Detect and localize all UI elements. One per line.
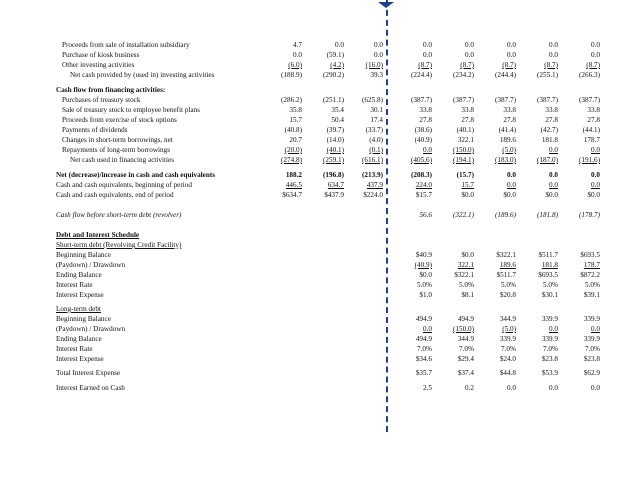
cell-value: (213.9): [362, 171, 383, 179]
cell-value: $0.0: [419, 271, 432, 279]
investing-row: [0, 61, 638, 70]
cell-value: $15.7: [415, 191, 432, 199]
long-term-debt-row: [0, 335, 638, 344]
cell-value: (255.1): [537, 71, 558, 79]
cell-value: (187.0): [537, 156, 558, 164]
row-label: Interest Expense: [56, 355, 104, 363]
cell-value: 7.0%: [417, 345, 432, 353]
cell-value: 5.0%: [543, 281, 558, 289]
row-label: (Paydown) / Drawdown: [56, 325, 126, 333]
investing-row: [0, 41, 638, 50]
cell-value: 33.8: [545, 106, 558, 114]
row-label: Changes in short-term borrowings, net: [62, 136, 173, 144]
cell-value: (387.7): [411, 96, 432, 104]
cell-value: 494.9: [415, 315, 432, 323]
cell-value: (39.7): [326, 126, 344, 134]
cell-value: (191.6): [579, 156, 600, 164]
cell-value: 181.8: [541, 261, 558, 269]
cell-value: 0.0: [591, 51, 600, 59]
financing-row: [0, 116, 638, 125]
cell-value: (387.7): [495, 96, 516, 104]
cell-value: $437.9: [324, 191, 344, 199]
cell-value: $37.4: [457, 369, 474, 377]
cell-value: 27.8: [503, 116, 516, 124]
cell-value: 0.0: [549, 171, 558, 179]
cell-value: (42.7): [540, 126, 558, 134]
row-label: Other investing activities: [62, 61, 135, 69]
row-label: (Paydown) / Drawdown: [56, 261, 126, 269]
cell-value: (5.0): [502, 325, 516, 333]
cell-value: 5.0%: [459, 281, 474, 289]
cell-value: 339.9: [541, 335, 558, 343]
cell-value: 0.0: [549, 146, 558, 154]
cash-row: [0, 191, 638, 200]
cell-value: (20.0): [284, 146, 302, 154]
cell-value: $39.1: [583, 291, 600, 299]
cell-value: (15.7): [456, 171, 474, 179]
cell-value: $62.9: [583, 369, 600, 377]
cell-value: (251.1): [323, 96, 344, 104]
cell-value: 17.4: [370, 116, 383, 124]
row-label: Net cash used in financing activities: [70, 156, 174, 164]
cell-value: 4.7: [293, 41, 302, 49]
cell-value: (5.0): [502, 146, 516, 154]
cell-value: $634.7: [282, 191, 302, 199]
cell-value: (322.1): [453, 211, 474, 219]
cell-value: 178.7: [583, 136, 600, 144]
row-label: Purchase of kiosk business: [62, 51, 140, 59]
cell-value: (59.1): [326, 51, 344, 59]
cell-value: (259.1): [323, 156, 344, 164]
cell-value: (188.9): [281, 71, 302, 79]
investing-row: [0, 71, 638, 80]
cell-value: (208.3): [411, 171, 432, 179]
row-label: Proceeds from sale of installation subsidiary: [62, 41, 190, 49]
long-term-debt-row: [0, 355, 638, 364]
cell-value: 0.0: [549, 181, 558, 189]
cell-value: (0.1): [369, 146, 383, 154]
cell-value: 7.0%: [501, 345, 516, 353]
cell-value: 27.8: [587, 116, 600, 124]
investing-row: [0, 51, 638, 60]
cell-value: 20.7: [289, 136, 302, 144]
cell-value: 0.0: [591, 181, 600, 189]
cell-value: 7.0%: [459, 345, 474, 353]
cell-value: 5.0%: [501, 281, 516, 289]
cell-value: $29.4: [457, 355, 474, 363]
long-term-debt-row: [0, 345, 638, 354]
cell-value: 339.9: [583, 335, 600, 343]
cell-value: 0.0: [507, 51, 516, 59]
cell-value: 224.0: [415, 181, 432, 189]
cell-value: $20.8: [499, 291, 516, 299]
financing-row: [0, 126, 638, 135]
cell-value: $0.0: [503, 191, 516, 199]
cell-value: $34.6: [415, 355, 432, 363]
cell-value: 437.9: [366, 181, 383, 189]
cell-value: 27.8: [419, 116, 432, 124]
cell-value: 494.9: [457, 315, 474, 323]
cell-value: (625.8): [362, 96, 383, 104]
section-header: Debt and Interest Schedule: [56, 231, 140, 239]
cell-value: (387.7): [579, 96, 600, 104]
financing-row: [0, 106, 638, 115]
cell-value: 322.1: [457, 261, 474, 269]
cell-value: 0.0: [423, 146, 432, 154]
cell-value: (290.2): [323, 71, 344, 79]
cell-value: 15.7: [461, 181, 474, 189]
financing-row: [0, 136, 638, 145]
short-term-debt-row: [0, 281, 638, 290]
row-label: Ending Balance: [56, 271, 102, 279]
cell-value: (14.0): [326, 136, 344, 144]
cell-value: (40.1): [456, 126, 474, 134]
cell-value: $8.1: [461, 291, 474, 299]
cell-value: 0.0: [591, 384, 600, 392]
cell-value: 27.8: [545, 116, 558, 124]
row-label: Beginning Balance: [56, 251, 111, 259]
cell-value: 0.0: [507, 171, 516, 179]
short-term-debt-header: [0, 241, 638, 250]
cell-value: 30.1: [370, 106, 383, 114]
cell-value: 188.2: [285, 171, 302, 179]
cell-value: 0.0: [549, 384, 558, 392]
financing-row: [0, 146, 638, 155]
row-label: Total Interest Expense: [56, 369, 121, 377]
cell-value: $23.8: [541, 355, 558, 363]
interest-earned-row: [0, 384, 638, 393]
cell-value: 5.0%: [585, 281, 600, 289]
cell-value: 0.0: [293, 51, 302, 59]
cell-value: $0.0: [461, 251, 474, 259]
cell-value: (194.1): [453, 156, 474, 164]
cell-value: $693.5: [538, 271, 558, 279]
cell-value: $23.8: [583, 355, 600, 363]
cell-value: $1.0: [419, 291, 432, 299]
cell-value: 339.9: [499, 335, 516, 343]
row-label: Ending Balance: [56, 335, 102, 343]
cell-value: 344.9: [457, 335, 474, 343]
row-label: Net cash provided by (used in) investing activities: [70, 71, 215, 79]
cell-value: (6.0): [288, 61, 302, 69]
short-term-debt-row: [0, 271, 638, 280]
cell-value: 27.8: [461, 116, 474, 124]
cell-value: (16.0): [365, 61, 383, 69]
cell-value: (8.7): [586, 61, 600, 69]
cell-value: $693.5: [580, 251, 600, 259]
cell-value: 35.4: [331, 106, 344, 114]
cell-value: (405.6): [411, 156, 432, 164]
row-label: Cash flow before short-term debt (revolver): [56, 211, 182, 219]
cell-value: (266.3): [579, 71, 600, 79]
cell-value: $322.1: [496, 251, 516, 259]
section-header: Long-term debt: [56, 305, 101, 313]
cell-value: $0.0: [545, 191, 558, 199]
short-term-debt-row: [0, 251, 638, 260]
cell-value: (8.7): [460, 61, 474, 69]
cell-value: 634.7: [327, 181, 344, 189]
cell-value: 322.1: [457, 136, 474, 144]
cell-value: 339.9: [541, 315, 558, 323]
row-label: Interest Rate: [56, 281, 93, 289]
cell-value: 0.0: [549, 51, 558, 59]
cell-value: $24.0: [499, 355, 516, 363]
cell-value: (234.2): [453, 71, 474, 79]
cell-value: $40.9: [415, 251, 432, 259]
row-label: Beginning Balance: [56, 315, 111, 323]
cell-value: 181.8: [541, 136, 558, 144]
cell-value: $53.9: [541, 369, 558, 377]
cell-value: $35.7: [415, 369, 432, 377]
cell-value: (224.4): [411, 71, 432, 79]
cell-value: 5.0%: [417, 281, 432, 289]
cell-value: 0.0: [423, 325, 432, 333]
cell-value: 0.0: [335, 41, 344, 49]
cell-value: 446.5: [285, 181, 302, 189]
cell-value: (40.9): [414, 136, 432, 144]
cell-value: (196.8): [323, 171, 344, 179]
cell-value: 7.0%: [585, 345, 600, 353]
cell-value: 0.0: [591, 171, 600, 179]
cell-value: (183.0): [495, 156, 516, 164]
cell-value: (4.0): [369, 136, 383, 144]
cell-value: (150.0): [453, 146, 474, 154]
cell-value: (8.7): [502, 61, 516, 69]
cell-value: (8.7): [544, 61, 558, 69]
financing-row: [0, 96, 638, 105]
cell-value: $511.7: [538, 251, 558, 259]
cell-value: (150.0): [453, 325, 474, 333]
row-label: Payments of dividends: [62, 126, 128, 134]
cell-value: 56.6: [419, 211, 432, 219]
cell-value: 189.6: [499, 261, 516, 269]
cell-value: (616.1): [362, 156, 383, 164]
cell-value: $0.0: [461, 191, 474, 199]
debt-schedule-header: [0, 231, 638, 240]
cell-value: $322.1: [454, 271, 474, 279]
cell-value: $224.0: [363, 191, 383, 199]
cell-value: 0.0: [591, 41, 600, 49]
cell-value: $44.8: [499, 369, 516, 377]
cash-flow-before-revolver-row: [0, 211, 638, 220]
row-label: Interest Rate: [56, 345, 93, 353]
cell-value: (8.7): [418, 61, 432, 69]
cell-value: (33.7): [365, 126, 383, 134]
row-label: Interest Expense: [56, 291, 104, 299]
cell-value: (244.4): [495, 71, 516, 79]
short-term-debt-row: [0, 261, 638, 270]
row-label: Repayments of long-term borrowings: [62, 146, 170, 154]
cell-value: 50.4: [331, 116, 344, 124]
total-interest-row: [0, 369, 638, 378]
cell-value: $872.2: [580, 271, 600, 279]
cell-value: (44.1): [582, 126, 600, 134]
long-term-debt-header: [0, 305, 638, 314]
row-label: Cash and cash equivalents, beginning of period: [56, 181, 192, 189]
row-label: Purchases of treasury stock: [62, 96, 141, 104]
cell-value: 0.0: [374, 41, 383, 49]
cell-value: 339.9: [583, 315, 600, 323]
cell-value: 15.7: [289, 116, 302, 124]
cell-value: 33.8: [461, 106, 474, 114]
cell-value: $511.7: [496, 271, 516, 279]
section-header: Short-term debt (Revolving Credit Facility): [56, 241, 182, 249]
cell-value: 0.0: [549, 325, 558, 333]
cell-value: 0.0: [549, 41, 558, 49]
cell-value: 33.8: [587, 106, 600, 114]
cell-value: 35.8: [289, 106, 302, 114]
cell-value: (286.2): [281, 96, 302, 104]
cell-value: 33.8: [419, 106, 432, 114]
cell-value: 189.6: [499, 136, 516, 144]
cell-value: (274.8): [281, 156, 302, 164]
section-header: Cash flow from financing activities:: [56, 86, 166, 94]
cell-value: (178.7): [579, 211, 600, 219]
cell-value: 7.0%: [543, 345, 558, 353]
financing-header: [0, 86, 638, 95]
cell-value: (181.8): [537, 211, 558, 219]
cell-value: $30.1: [541, 291, 558, 299]
financing-row: [0, 156, 638, 165]
cell-value: 494.9: [415, 335, 432, 343]
cell-value: 0.0: [465, 41, 474, 49]
cell-value: 0.0: [591, 146, 600, 154]
cell-value: (40.8): [284, 126, 302, 134]
cash-row: [0, 181, 638, 190]
cell-value: (41.4): [498, 126, 516, 134]
cell-value: 0.0: [465, 51, 474, 59]
row-label: Net (decrease)/increase in cash and cash equivalents: [56, 171, 216, 179]
cell-value: (40.9): [414, 261, 432, 269]
long-term-debt-row: [0, 315, 638, 324]
cell-value: 2.5: [423, 384, 432, 392]
divider-handle-icon[interactable]: [378, 2, 394, 8]
cell-value: 0.0: [507, 384, 516, 392]
row-label: Proceeds from exercise of stock options: [62, 116, 177, 124]
cell-value: $0.0: [587, 191, 600, 199]
cell-value: 344.9: [499, 315, 516, 323]
cash-row: [0, 171, 638, 180]
cell-value: 0.0: [507, 181, 516, 189]
cell-value: (4.2): [330, 61, 344, 69]
cell-value: 0.0: [423, 41, 432, 49]
long-term-debt-row: [0, 325, 638, 334]
cell-value: (38.6): [414, 126, 432, 134]
row-label: Interest Earned on Cash: [56, 384, 125, 392]
cell-value: (40.1): [326, 146, 344, 154]
cell-value: 0.0: [591, 325, 600, 333]
short-term-debt-row: [0, 291, 638, 300]
cell-value: (189.6): [495, 211, 516, 219]
cell-value: 0.2: [465, 384, 474, 392]
cell-value: 0.0: [374, 51, 383, 59]
cell-value: 178.7: [583, 261, 600, 269]
cell-value: 39.3: [370, 71, 383, 79]
row-label: Cash and cash equivalents, end of period: [56, 191, 174, 199]
cell-value: (387.7): [453, 96, 474, 104]
cell-value: 0.0: [423, 51, 432, 59]
row-label: Sale of treasury stock to employee benefit plans: [62, 106, 200, 114]
cell-value: 0.0: [507, 41, 516, 49]
cell-value: (387.7): [537, 96, 558, 104]
cell-value: 33.8: [503, 106, 516, 114]
